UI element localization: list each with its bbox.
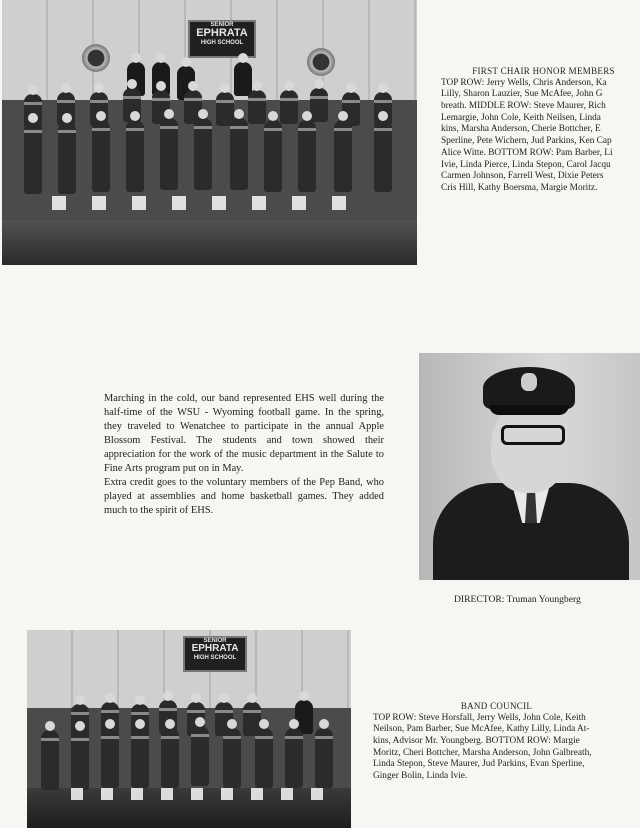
caption-line: Alice Witte. BOTTOM ROW: Pam Barber, Li xyxy=(441,147,613,158)
band-member xyxy=(71,730,89,790)
band-member xyxy=(58,122,76,194)
banner-line: SENIOR xyxy=(203,638,227,644)
caption-line: Ivie, Linda Pierce, Linda Stepon, Carol Jacqu xyxy=(441,159,611,170)
band-member xyxy=(92,120,110,192)
cap-badge-icon xyxy=(521,373,537,391)
face xyxy=(491,405,567,493)
band-member xyxy=(126,120,144,192)
band-member xyxy=(315,728,333,788)
band-member xyxy=(161,728,179,788)
band-paragraph xyxy=(104,392,384,518)
first-chair-caption xyxy=(441,65,640,195)
band-member xyxy=(298,120,316,192)
caption-line: Moritz, Cheri Bottcher, Marsha Anderson, John Galbreath, xyxy=(373,747,592,758)
band-council-caption xyxy=(373,700,640,783)
school-banner xyxy=(188,20,256,58)
band-member xyxy=(230,118,248,190)
caption-line: Linda Stepon, Steve Maurer, Jud Parkins, Evan Sperline, xyxy=(373,759,585,770)
caption-line: TOP ROW: Steve Horsfall, Jerry Wells, John Cole, Keith xyxy=(373,712,586,723)
band-member xyxy=(223,728,241,788)
caption-line: Ginger Bolin, Linda Ivie. xyxy=(373,771,468,782)
band-member xyxy=(264,120,282,192)
glasses xyxy=(501,425,565,445)
band-member xyxy=(24,122,42,194)
band-member xyxy=(280,90,298,124)
tuba-bell xyxy=(307,48,335,76)
director-caption: DIRECTOR: Truman Youngberg xyxy=(454,594,581,605)
banner-line: EPHRATA xyxy=(191,643,239,655)
paragraph-2: Extra credit goes to the voluntary members of the Pep Band, who played at assemblies and home basketball games. They added much to the spirit of EHS. xyxy=(104,477,384,516)
cap-visor xyxy=(489,405,569,415)
band-council-title: BAND COUNCIL xyxy=(460,701,533,711)
banner-line: HIGH SCHOOL xyxy=(193,654,237,661)
paragraph-1: Marching in the cold, our band represented EHS well during the half-time of the WSU - Wyoming football game. In the spring, they traveled to Wenatchee to participate in the annual Apple Blossom Festival. The students and town showed their appreciation for the work of the music department in the Salute to Fine Arts program put on in May. xyxy=(104,393,384,474)
hat-row xyxy=(71,788,331,800)
hat-row xyxy=(52,196,362,210)
caption-line: Lemargie, John Cole, Keith Neilsen, Linda xyxy=(441,112,601,123)
band-member xyxy=(334,120,352,192)
band-member xyxy=(248,90,266,124)
band-member xyxy=(234,62,252,96)
band-council-photo xyxy=(27,630,351,828)
caption-line: Lilly, Sharon Lauzier, Sue McAfee, John G xyxy=(441,89,603,100)
caption-line: kins, Advisor Mr. Youngberg. BOTTOM ROW: Margie xyxy=(373,736,580,746)
band-member xyxy=(101,728,119,788)
band-member xyxy=(374,120,392,192)
band-member xyxy=(310,88,328,122)
band-member xyxy=(131,728,149,788)
caption-line: Sperline, Pete Wichern, Jud Parkins, Ken Cap xyxy=(441,136,612,147)
banner-line: EPHRATA xyxy=(196,27,248,40)
director-portrait xyxy=(419,353,640,580)
banner-line: SENIOR xyxy=(210,22,234,28)
tuba-bell xyxy=(82,44,110,72)
caption-line: kins, Marsha Anderson, Cherie Bottcher, E xyxy=(441,124,601,135)
caption-line: Cris Hill, Kathy Boersma, Margie Moritz. xyxy=(441,182,598,193)
first-chair-title: FIRST CHAIR HONOR MEMBERS xyxy=(472,66,615,76)
band-member xyxy=(194,118,212,190)
caption-line: TOP ROW: Jerry Wells, Chris Anderson, Ka xyxy=(441,77,607,88)
banner-line: HIGH SCHOOL xyxy=(200,39,244,46)
band-member xyxy=(285,728,303,788)
band-group-photo xyxy=(2,0,417,265)
caption-line: Neilson, Pam Barber, Sue McAfee, Kathy Lilly, Linda At- xyxy=(373,724,590,735)
caption-line: Carmen Johnson, Farrell West, Dixie Peters xyxy=(441,171,604,182)
caption-line: breath. MIDDLE ROW: Steve Maurer, Rich xyxy=(441,101,606,111)
band-member xyxy=(191,726,209,786)
band-member xyxy=(160,118,178,190)
school-banner xyxy=(183,636,247,672)
band-member xyxy=(41,730,59,790)
band-member xyxy=(255,728,273,788)
